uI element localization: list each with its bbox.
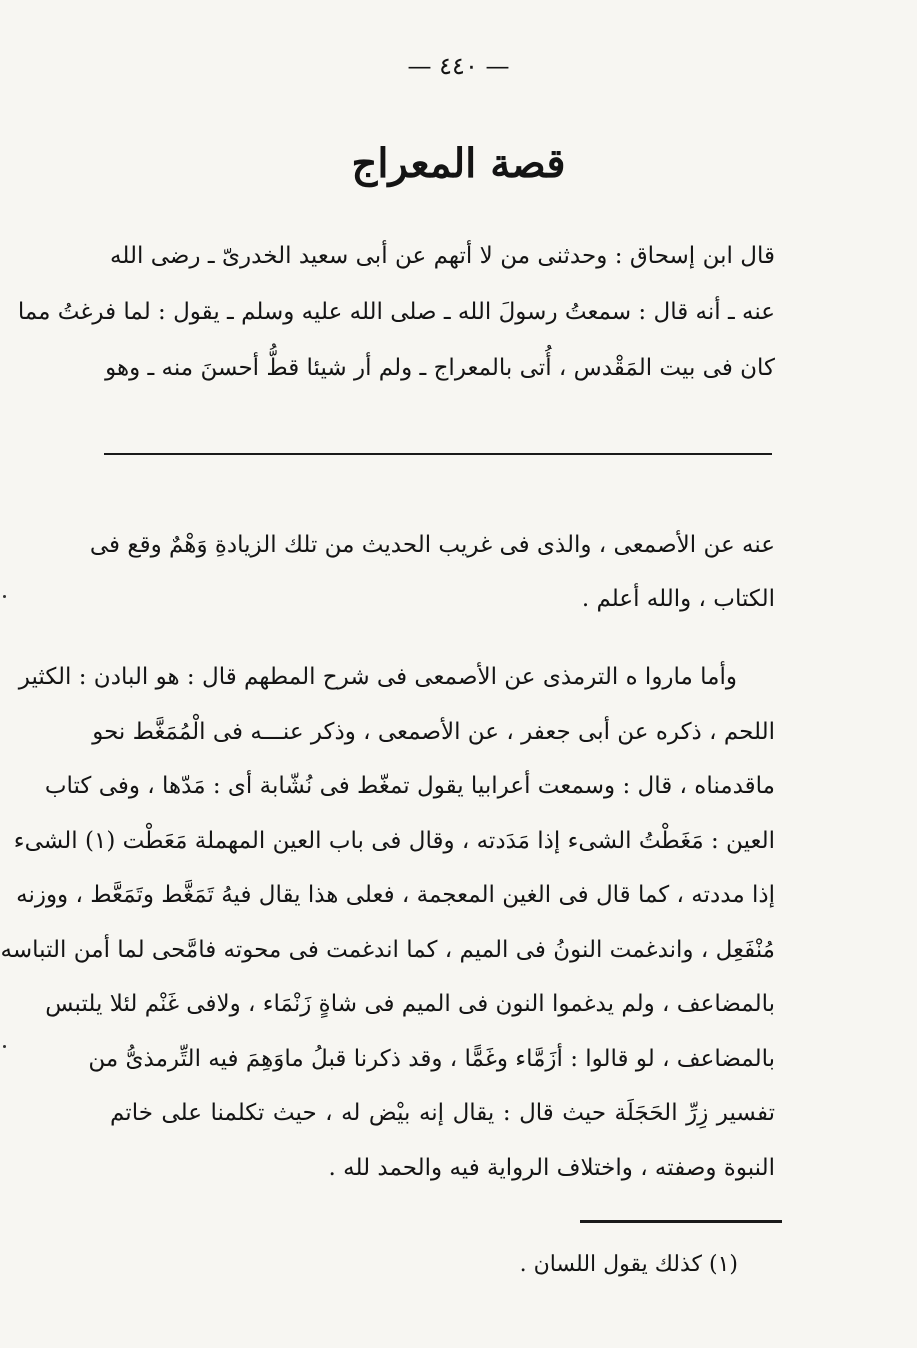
footnote-divider [580,1220,782,1223]
commentary-line: إذا مددته ، كما قال فى الغين المعجمة ، فعلى هذا يقال فيهُ تَمَغَّط وتَمَعَّط ، ووزنه [16,882,775,908]
section-divider [104,453,772,455]
commentary-line: العين : مَغَطْتُ الشىء إذا مَدَدته ، وقال فى باب العين المهملة مَعَطْت (١) الشىء [13,827,775,854]
commentary-line: بالمضاعف ، ولم يدغموا النون فى الميم فى شاةٍ زَنْمَاء ، ولافى غَنْم لئلا يلتبس [45,991,775,1017]
margin-speck [3,1045,6,1048]
page-number: — ٤٤٠ — [407,52,510,80]
footnote: (١) كذلك يقول اللسان . [519,1252,738,1277]
margin-speck [3,595,6,598]
main-text-line: قال ابن إسحاق : وحدثنى من لا أتهم عن أبى سعيد الخدرىّ ـ رضى الله [110,243,775,269]
commentary-paragraph-2 [0,650,775,1195]
commentary-line: تفسير زِرِّ الحَجَلَة حيث قال : يقال إنه بيْض له ، حيث تكلمنا على خاتم [110,1100,775,1126]
commentary-line: مُنْفَعِل ، واندغمت النونُ فى الميم ، كما اندغمت فى محوته فامَّحى لما أمن التباسه [0,936,775,963]
commentary-line: النبوة وصفته ، واختلاف الرواية فيه والحمد لله . [328,1154,775,1181]
commentary-line: الكتاب ، والله أعلم . [581,586,775,612]
commentary-line: اللحم ، ذكره عن أبى جعفر ، عن الأصمعى ، وذكر عنـــه فى الْمُمَغَّط نحو [92,718,775,745]
commentary-line: وأما ماروا ه الترمذى عن الأصمعى فى شرح المطهم قال : هو البادن : الكثير [18,664,737,690]
main-text-line: عنه ـ أنه قال : سمعتُ رسولَ الله ـ صلى الله عليه وسلم ـ يقول : لما فرغتُ مما [17,299,775,325]
chapter-title: قصة المعراج [351,140,566,187]
commentary-line: ماقدمناه ، قال : وسمعت أعرابيا يقول تمغّط فى نُشّابة أى : مَدّها ، وفى كتاب [44,773,775,799]
commentary-line: عنه عن الأصمعى ، والذى فى غريب الحديث من تلك الزيادةِ وَهْمٌ وقع فى [89,532,775,558]
commentary-line: بالمضاعف ، لو قالوا : أزَمَّاء وغَمًّا ، وقد ذكرنا قبلُ ماوَهِمَ فيه التِّرمذىُّ من [88,1045,775,1072]
main-text-line: كان فى بيت المَقْدس ، أُتى بالمعراج ـ ولم أر شيئا قطُّ أحسنَ منه ـ وهو [105,355,775,381]
commentary-paragraph-1 [89,518,775,626]
main-text [17,228,775,396]
